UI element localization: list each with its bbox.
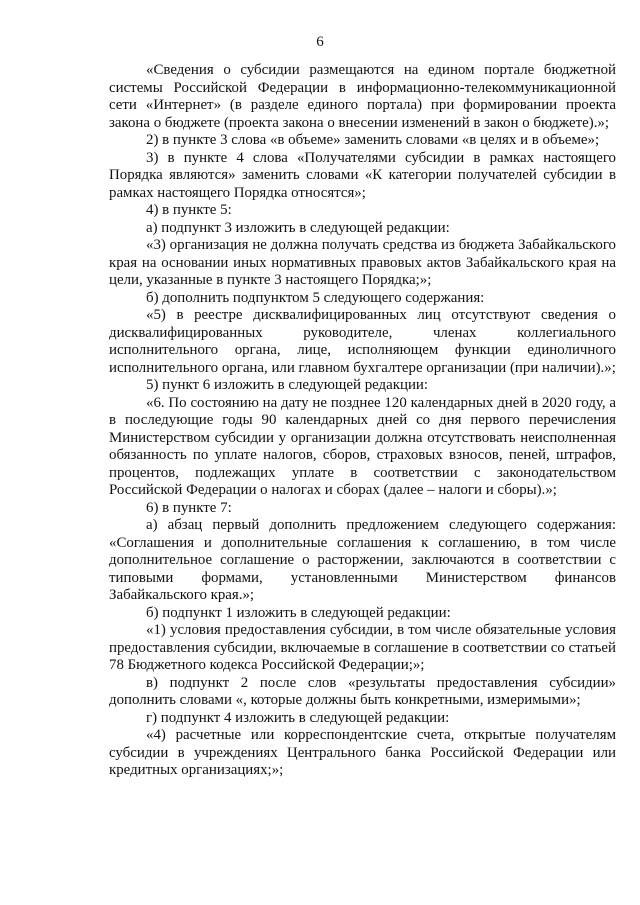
- paragraph: «3) организация не должна получать средства из бюджета Забайкальского края на основании иных нормативных правовых актов Забайкальского края на цели, указанные в пункте 3 настоящего Порядка;»;: [109, 237, 616, 288]
- paragraph: «6. По состоянию на дату не позднее 120 календарных дней в 2020 году, а в последующие годы 90 календарных дней со дня первого перечисления Министерством субсидии у организации должна отсутствовать неисполненная обязанность по уплате налогов, сборов, страховых взносов, пеней, штрафов, процентов, подлежащих уплате в соответствии с законодательством Российской Федерации о налогах и сборах (далее – налоги и сборы).»;: [109, 394, 616, 498]
- paragraph: 4) в пункте 5:: [146, 202, 232, 218]
- paragraph: 6) в пункте 7:: [146, 499, 232, 516]
- paragraph: «4) расчетные или корреспондентские счета, открытые получателям субсидии в учреждениях Центрального банка Российской Федерации или кредитных организациях;»;: [109, 727, 616, 778]
- paragraph: а) абзац первый дополнить предложением следующего содержания: «Соглашения и дополнительные соглашения к соглашению, в том числе дополнительное соглашение о расторжении, заключаются в соответствии с типовыми формами, установленными Министерством финансов Забайкальского края.»;: [109, 517, 616, 603]
- paragraph: г) подпункт 4 изложить в следующей редакции:: [146, 709, 450, 726]
- paragraph: б) подпункт 1 изложить в следующей редакции:: [146, 604, 451, 621]
- paragraph: в) подпункт 2 после слов «результаты предоставления субсидии» дополнить словами «, которые должны быть конкретными, измеримыми»;: [109, 674, 616, 708]
- paragraph: «5) в реестре дисквалифицированных лиц отсутствуют сведения о дисквалифицированных руководителе, членах коллегиального исполнительного органа, лице, исполняющем функции единоличного исполнительного органа, или главном бухгалтере организации (при наличии).»;: [109, 307, 616, 376]
- paragraph: «1) условия предоставления субсидии, в том числе обязательные условия предоставления субсидии, включаемые в соглашение в соответствии со статьей 78 Бюджетного кодекса Российской Федерации;»;: [109, 622, 616, 673]
- paragraph: 2) в пункте 3 слова «в объеме» заменить словами «в целях и в объеме»;: [146, 132, 600, 148]
- paragraph: «Сведения о субсидии размещаются на едином портале бюджетной системы Российской Федерации в информационно-телекоммуникационной сети «Интернет» (в разделе единого портала) при формировании проекта закона о бюджете (проекта закона о внесении изменений в закон о бюджете).»;: [109, 62, 616, 131]
- paragraph: б) дополнить подпунктом 5 следующего содержания:: [146, 289, 485, 306]
- paragraph: а) подпункт 3 изложить в следующей редакции:: [146, 219, 450, 236]
- page-number: 6: [316, 34, 324, 50]
- paragraph: 5) пункт 6 изложить в следующей редакции:: [146, 377, 429, 393]
- paragraph: 3) в пункте 4 слова «Получателями субсидии в рамках настоящего Порядка являются» заменить словами «К категории получателей субсидии в рамках настоящего Порядка относятся»;: [109, 149, 616, 201]
- document-body: [109, 62, 616, 780]
